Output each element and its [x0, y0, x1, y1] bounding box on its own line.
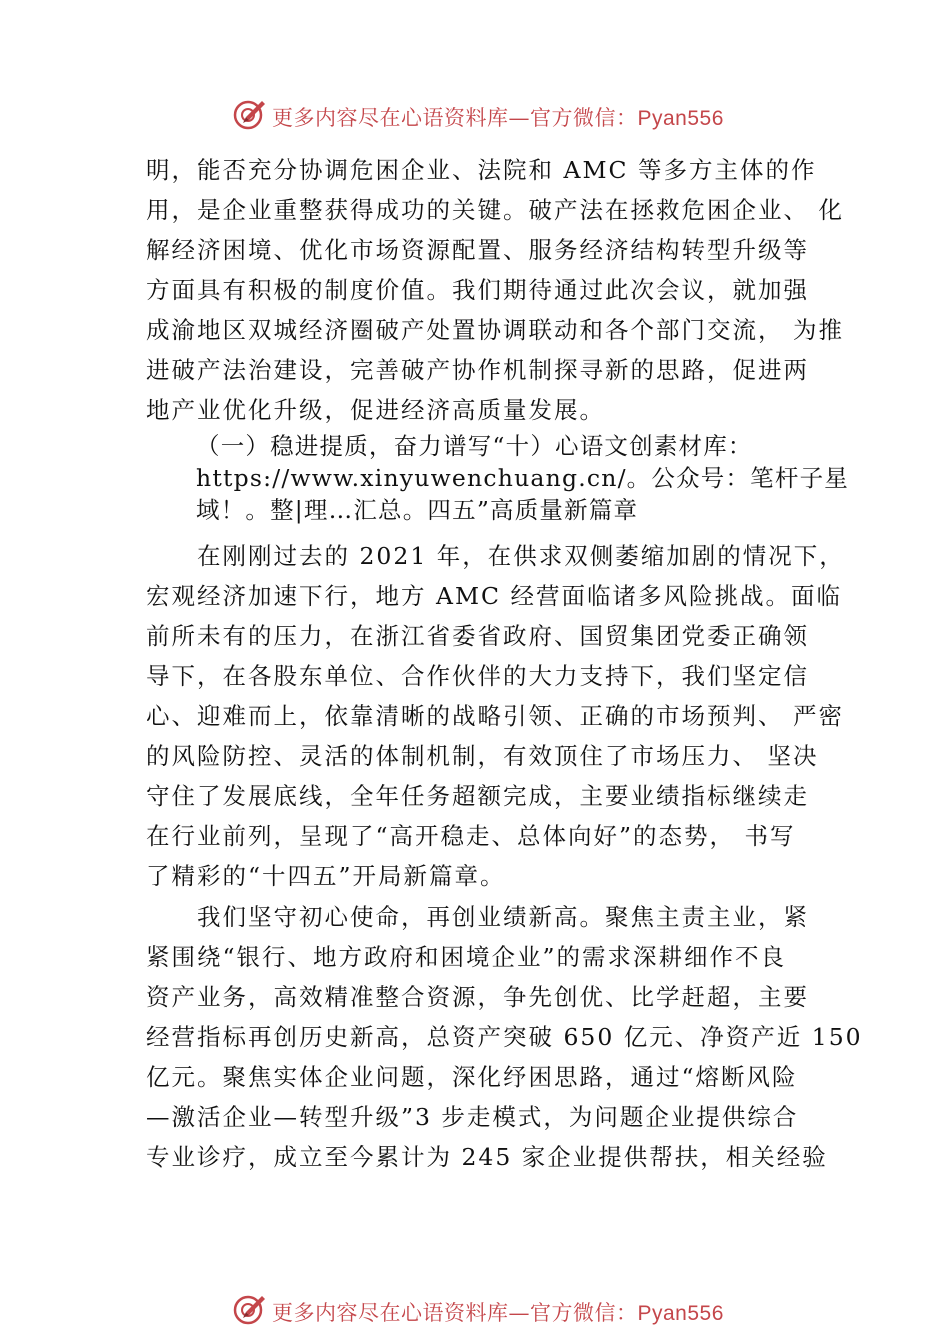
paragraph-2 — [146, 536, 845, 896]
paragraph-3 — [146, 897, 863, 1177]
text-line: 在刚刚过去的 2021 年，在供求双侧萎缩加剧的情况下， — [146, 542, 845, 570]
footer-banner — [0, 1289, 950, 1329]
text-line: 用，是企业重整获得成功的关键。破产法在拯救危困企业、 化 — [146, 196, 844, 224]
text-line: 宏观经济加速下行，地方 AMC 经营面临诸多风险挑战。面临 — [146, 582, 842, 610]
text-line: —激活企业—转型升级”3 步走模式，为问题企业提供综合 — [146, 1103, 799, 1131]
text-line: 地产业优化升级，促进经济高质量发展。 — [146, 396, 605, 424]
banner-wechat-id: Pyan556 — [637, 107, 724, 130]
text-line: 资产业务，高效精准整合资源，争先创优、比学赶超，主要 — [146, 983, 809, 1011]
pen-logo-icon — [232, 96, 268, 132]
text-line: 紧围绕“银行、地方政府和困境企业”的需求深耕细作不良 — [146, 943, 787, 971]
banner-wechat-id: Pyan556 — [637, 1302, 724, 1325]
banner-main-text: 更多内容尽在心语资料库—官方微信： — [272, 106, 638, 130]
heading-line: （一）稳进提质，奋力谱写“十）心语文创素材库： — [196, 432, 753, 460]
text-line: 心、迎难而上，依靠清晰的战略引领、正确的市场预判、 严密 — [146, 702, 844, 730]
text-line: 经营指标再创历史新高，总资产突破 650 亿元、净资产近 150 — [146, 1023, 863, 1051]
text-line: 我们坚守初心使命，再创业绩新高。聚焦主责主业，紧 — [146, 903, 809, 931]
text-line: 亿元。聚焦实体企业问题，深化纾困思路，通过“熔断风险 — [146, 1063, 798, 1091]
text-line: 进破产法治建设，完善破产协作机制探寻新的思路，促进两 — [146, 356, 809, 384]
text-line: 的风险防控、灵活的体制机制，有效顶住了市场压力、 坚决 — [146, 742, 819, 770]
text-line: 守住了发展底线，全年任务超额完成，主要业绩指标继续走 — [146, 782, 809, 810]
text-line: 明，能否充分协调危困企业、法院和 AMC 等多方主体的作 — [146, 156, 817, 184]
pen-logo-icon — [232, 1291, 268, 1327]
text-line: 解经济困境、优化市场资源配置、服务经济结构转型升级等 — [146, 236, 809, 264]
paragraph-1 — [146, 150, 844, 430]
text-line: 成渝地区双城经济圈破产处置协调联动和各个部门交流， 为推 — [146, 316, 844, 344]
heading-line: https://www.xinyuwenchuang.cn/。公众号：笔杆子星 — [196, 464, 849, 492]
text-line: 前所未有的压力，在浙江省委省政府、国贸集团党委正确领 — [146, 622, 809, 650]
text-line: 专业诊疗，成立至今累计为 245 家企业提供帮扶，相关经验 — [146, 1143, 828, 1171]
header-banner — [0, 94, 950, 134]
banner-text — [272, 102, 724, 132]
section-heading — [196, 430, 876, 526]
text-line: 导下，在各股东单位、合作伙伴的大力支持下，我们坚定信 — [146, 662, 809, 690]
text-line: 在行业前列，呈现了“高开稳走、总体向好”的态势， 书写 — [146, 822, 796, 850]
text-line: 了精彩的“十四五”开局新篇章。 — [146, 862, 506, 890]
text-line: 方面具有积极的制度价值。我们期待通过此次会议，就加强 — [146, 276, 809, 304]
banner-main-text: 更多内容尽在心语资料库—官方微信： — [272, 1301, 638, 1325]
heading-line: 域！。整|理…汇总。四五”高质量新篇章 — [196, 496, 639, 524]
banner-text — [272, 1297, 724, 1327]
